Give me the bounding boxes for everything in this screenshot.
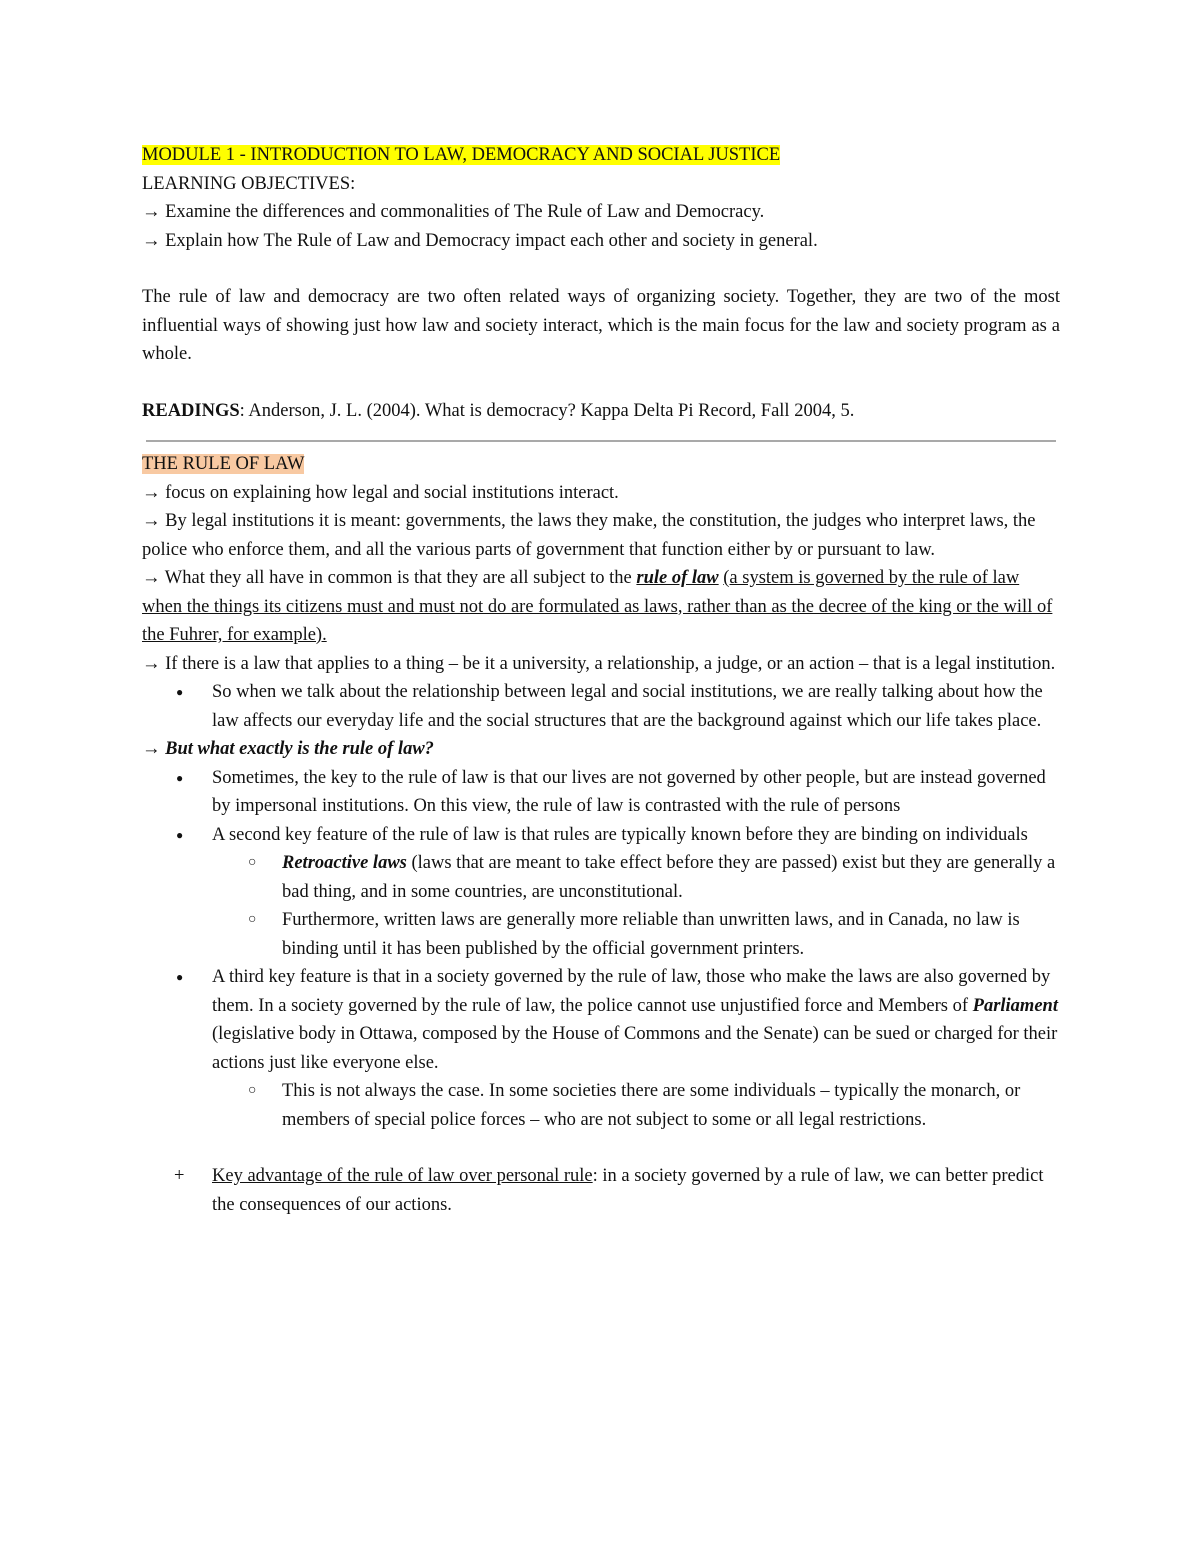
point-text: → What they all have in common is that they are all subject to the (142, 568, 637, 588)
readings-text: : Anderson, J. L. (2004). What is democracy? Kappa Delta Pi Record, Fall 2004, 5. (239, 400, 855, 421)
list-item (142, 963, 1060, 1134)
document-content (142, 141, 1060, 1219)
advantage-label: Key advantage of the rule of law over personal rule (212, 1166, 593, 1186)
rule-of-law-term: rule of law (636, 568, 719, 588)
question-text: But what exactly is the rule of law? (165, 739, 434, 759)
list-item: ● So when we talk about the relationship between legal and social institutions, we are really talking about how the law affects our everyday life and the social structures that are the background against which our life takes place. (142, 678, 1060, 735)
sub-list-item: ○ Furthermore, written laws are generally more reliable than unwritten laws, and in Canada, no law is binding until it has been published by the official government printers. (212, 906, 1060, 963)
rule-of-law-definition: (a system is governed by the rule of law when the things its citizens must and must not do are formulated as laws, rather than as the decree of the king or the will of the Fuhrer, for example). (142, 568, 1053, 645)
section-point: → focus on explaining how legal and social institutions interact. (142, 482, 619, 503)
spacer (142, 255, 1060, 283)
readings-line (142, 397, 1060, 426)
advantage-text: : in a society governed by a rule of law, we can better predict the consequences of our actions. (212, 1166, 1044, 1215)
section-point: → If there is a law that applies to a thing – be it a university, a relationship, a judge, or an action – that is a legal institution. (142, 653, 1056, 674)
readings-label: READINGS (142, 400, 240, 421)
objective-item: → Explain how The Rule of Law and Democracy impact each other and society in general. (142, 230, 818, 251)
bullet-list (142, 678, 1060, 735)
section-heading-highlight: THE RULE OF LAW (142, 454, 305, 474)
question-arrow: → (142, 739, 166, 759)
sub-list-item-text: (laws that are meant to take effect before they are passed) exist but they are generally a bad thing, and in some countries, are unconstitutional. (282, 853, 1056, 902)
list-item-text: (legislative body in Ottawa, composed by the House of Commons and the Senate) can be sued or charged for their actions just like everyone else. (212, 1024, 1058, 1073)
list-item (142, 821, 1060, 964)
module-title-highlight: MODULE 1 - INTRODUCTION TO LAW, DEMOCRACY AND SOCIAL JUSTICE (142, 145, 781, 165)
parliament-term: Parliament (972, 995, 1058, 1016)
section-point (142, 564, 1060, 650)
question-line (142, 735, 1060, 764)
section-heading (142, 450, 1060, 479)
section-point: → By legal institutions it is meant: governments, the laws they make, the constitution, the judges who interpret laws, the police who enforce them, and all the various parts of government that function either by or pursuant to law. (142, 511, 1036, 560)
objective-item: → Examine the differences and commonalities of The Rule of Law and Democracy. (142, 202, 765, 222)
sub-list-item: ○ This is not always the case. In some societies there are some individuals – typically the monarch, or members of special police forces – who are not subject to some or all legal restrictions. (212, 1077, 1060, 1134)
list-item-text: A third key feature is that in a society governed by the rule of law, those who make the laws are also governed by them. In a society governed by the rule of law, the police cannot use unjustified force and Members of (212, 967, 1051, 1016)
features-list (142, 764, 1060, 1135)
objectives-heading: LEARNING OBJECTIVES: (142, 173, 356, 194)
intro-paragraph: The rule of law and democracy are two often related ways of organizing society. Together, they are two of the most influential ways of showing just how law and society interact, which is the main focus for the law and society program as a whole. (142, 287, 1060, 364)
sub-list-item (212, 849, 1060, 906)
sub-list (212, 849, 1060, 963)
retroactive-laws-term: Retroactive laws (282, 853, 407, 873)
section-divider (146, 440, 1056, 442)
sub-list (212, 1077, 1060, 1134)
spacer (142, 1134, 1060, 1162)
module-title (142, 141, 1060, 170)
list-item-text: A second key feature of the rule of law is that rules are typically known before they are binding on individuals (212, 824, 1028, 845)
advantage-item (142, 1162, 1060, 1219)
list-item: ● Sometimes, the key to the rule of law is that our lives are not governed by other people, but are instead governed by impersonal institutions. On this view, the rule of law is contrasted with the rule of persons (142, 764, 1060, 821)
spacer (142, 369, 1060, 397)
advantage-list (142, 1162, 1060, 1219)
